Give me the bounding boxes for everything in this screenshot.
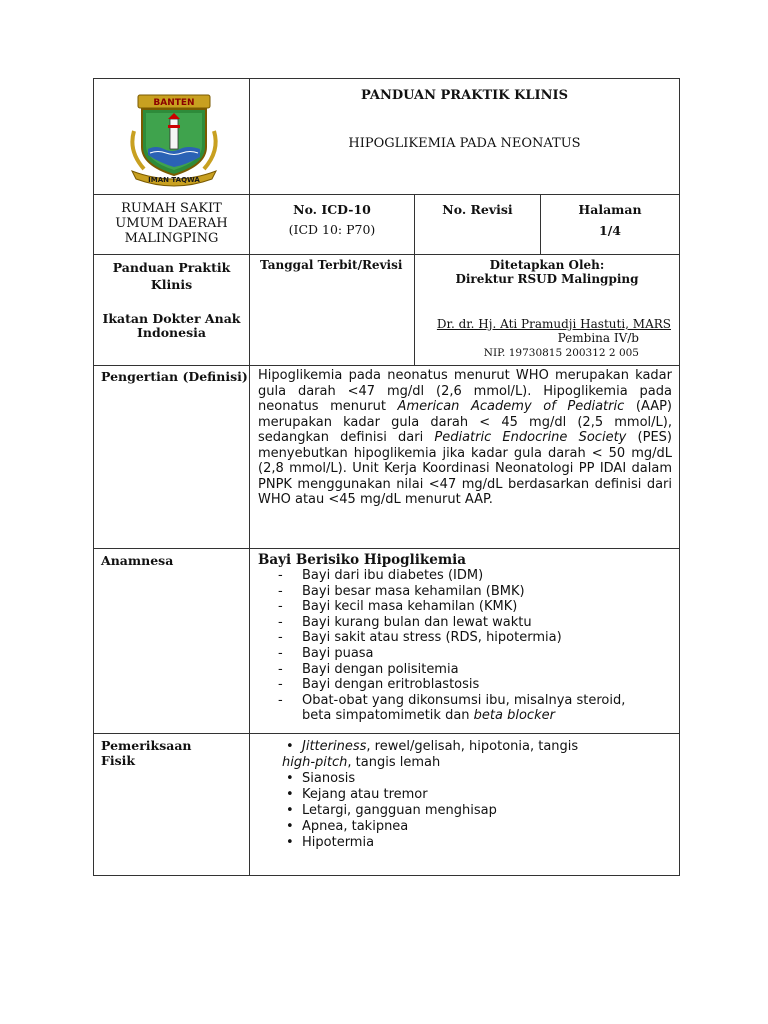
physical-label-1: Pemeriksaan (101, 738, 192, 753)
list-item: • Jitteriness, rewel/gelisah, hipotonia, tangis (286, 739, 579, 754)
list-item: - Bayi dengan polisitemia (278, 661, 459, 677)
icd-label: No. ICD-10 (293, 202, 371, 217)
physical-exam-row (94, 734, 680, 876)
document-title: PANDUAN PRAKTIK KLINIS (361, 88, 568, 103)
source-line-1: Panduan Praktik (112, 260, 231, 275)
logo-text-bottom: IMAN TAQWA (148, 176, 200, 184)
page-label: Halaman (578, 202, 642, 217)
hospital-line-3: MALINGPING (124, 231, 219, 246)
signer-name: Dr. dr. Hj. Ati Pramudji Hastuti, MARS (436, 317, 671, 331)
banten-emblem-icon (124, 91, 224, 187)
anamnesa-content-cell (250, 549, 680, 734)
document-page (93, 78, 679, 876)
page-value: 1/4 (599, 223, 621, 238)
list-item: high-pitch, tangis lemah (282, 755, 441, 770)
anamnesa-row (94, 549, 680, 734)
date-label: Tanggal Terbit/Revisi (260, 258, 403, 272)
list-item: • Letargi, gangguan menghisap (286, 803, 497, 818)
anamnesa-label: Anamnesa (101, 553, 174, 568)
list-item: - Bayi dari ibu diabetes (IDM) (278, 568, 484, 583)
page-cell (541, 195, 680, 255)
definition-pes-name: Pediatric Endocrine Society (434, 430, 627, 445)
logo-text-top: BANTEN (153, 98, 195, 108)
physical-list (258, 739, 672, 851)
list-item: • Apnea, takipnea (286, 819, 409, 834)
approval-row (94, 255, 680, 366)
list-item: - Obat-obat yang dikonsumsi ibu, misalnya steroid, beta simpatomimetik dan beta blocker (278, 692, 626, 724)
anamnesa-heading: Bayi Berisiko Hipoglikemia (258, 552, 466, 568)
signer-rank: Pembina IV/b (557, 331, 639, 345)
revision-cell (415, 195, 541, 255)
hospital-name-cell (94, 195, 250, 255)
set-by-director: Direktur RSUD Malingping (455, 272, 639, 286)
definition-text-cell (250, 366, 680, 549)
list-item: - Bayi sakit atau stress (RDS, hipotermia) (278, 630, 562, 646)
list-item: - Bayi puasa (278, 645, 374, 661)
definition-part-2: (AAP) merupakan kadar gula darah < 45 mg/dl (2,5 mmol/L), sedangkan definisi dari (258, 399, 673, 445)
physical-label-2: Fisik (101, 753, 136, 768)
physical-label-cell (94, 734, 250, 876)
document-subtitle: HIPOGLIKEMIA PADA NEONATUS (348, 136, 581, 151)
signer-nip: NIP. 19730815 200312 2 005 (483, 347, 639, 359)
definition-part-1: Hipoglikemia pada neonatus menurut WHO merupakan kadar gula darah <47 mg/dl (2,6 mmol/L). Hipoglikemia pada neonatus menurut (258, 368, 672, 414)
list-item: • Hipotermia (286, 835, 375, 850)
definition-aap-name: American Academy of Pediatric (397, 399, 625, 414)
revision-label: No. Revisi (442, 202, 513, 217)
definition-label: Pengertian (Definisi) (101, 369, 248, 384)
clinical-guideline-table (93, 78, 680, 876)
definition-label-cell (94, 366, 250, 549)
hospital-line-1: RUMAH SAKIT (121, 201, 222, 216)
list-item: - Bayi kecil masa kehamilan (KMK) (278, 599, 518, 615)
source-line-2: Klinis (150, 277, 193, 292)
logo-cell (94, 79, 250, 195)
icd-value: (ICD 10: P70) (288, 222, 376, 237)
set-by-label: Ditetapkan Oleh: (489, 258, 605, 272)
anamnesa-label-cell (94, 549, 250, 734)
title-cell (250, 79, 680, 195)
definition-row (94, 366, 680, 549)
physical-content-cell (250, 734, 680, 876)
info-row (94, 195, 680, 255)
definition-text (258, 368, 672, 508)
date-cell (250, 255, 415, 366)
hospital-line-2: UMUM DAERAH (115, 216, 228, 231)
anamnesa-list (258, 568, 672, 724)
source-line-3: Ikatan Dokter Anak (102, 311, 241, 326)
list-item: • Sianosis (286, 771, 356, 786)
list-item: - Bayi besar masa kehamilan (BMK) (278, 583, 525, 599)
guideline-source-cell (94, 255, 250, 366)
source-line-4: Indonesia (137, 325, 206, 340)
list-item: • Kejang atau tremor (286, 787, 428, 802)
list-item: - Bayi kurang bulan dan lewat waktu (278, 614, 532, 630)
icd-cell (250, 195, 415, 255)
header-row (94, 79, 680, 195)
list-item: - Bayi dengan eritroblastosis (278, 677, 480, 693)
definition-part-3: (PES) menyebutkan hipoglikemia jika kadar gula darah < 50 mg/dL (2,8 mmol/L). Unit Kerja Koordinasi Neonatologi PP IDAI dalam PNPK menggunakan nilai <47 mg/dL berdasarkan definisi dari WHO atau <45 mg/dL menurut AAP. (258, 430, 672, 507)
approval-cell (415, 255, 680, 366)
